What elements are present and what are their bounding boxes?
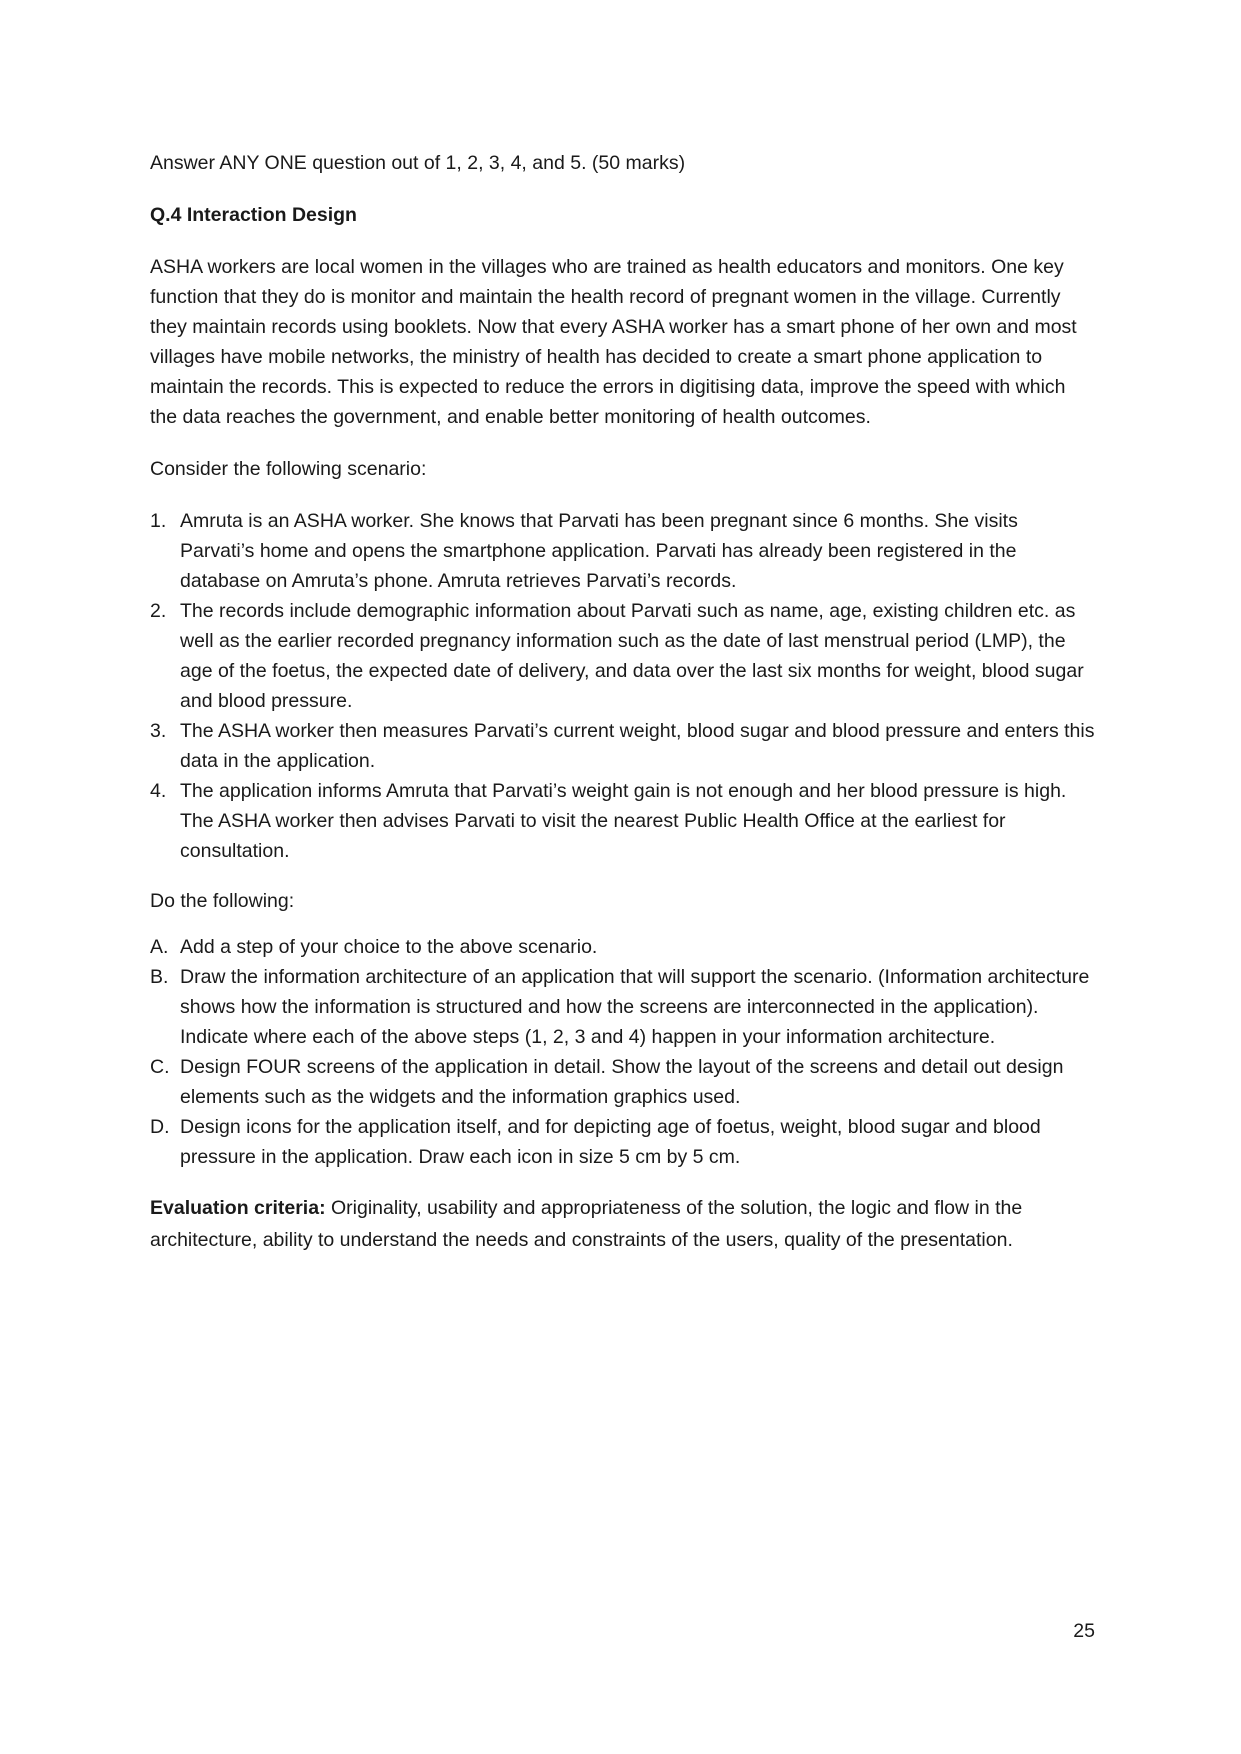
- evaluation-criteria: [150, 1192, 1095, 1256]
- list-marker: A.: [150, 936, 169, 958]
- question-title: Q.4 Interaction Design: [150, 204, 357, 226]
- list-item: [150, 962, 1095, 1052]
- intro-paragraph: ASHA workers are local women in the villages who are trained as health educators and monitors. One key function that they do is monitor and maintain the health record of pregnant women in the village. Currently they maintain records using booklets. Now that every ASHA worker has a smart phone of her own and most villages have mobile networks, the ministry of health has decided to create a smart phone application to maintain the records. This is expected to reduce the errors in digitising data, improve the speed with which the data reaches the government, and enable better monitoring of health outcomes.: [150, 256, 1077, 428]
- tasks-list: [150, 932, 1095, 1172]
- list-item: [150, 506, 1095, 596]
- document-body: [150, 148, 1095, 1256]
- tasks-heading: Do the following:: [150, 890, 295, 912]
- evaluation-text: Originality, usability and appropriateness of the solution, the logic and flow in the architecture, ability to understand the needs and constraints of the users, quality of the presentation.: [150, 1197, 1023, 1251]
- list-item-text: The records include demographic information about Parvati such as name, age, existing children etc. as well as the earlier recorded pregnancy information such as the date of last menstrual period (LMP), the age of the foetus, the expected date of delivery, and data over the last six months for weight, blood sugar and blood pressure.: [180, 600, 1084, 712]
- list-item-text: Draw the information architecture of an application that will support the scenario. (Information architecture shows how the information is structured and how the screens are interconnected in the application). Indicate where each of the above steps (1, 2, 3 and 4) happen in your information architecture.: [180, 966, 1090, 1048]
- list-item: [150, 716, 1095, 776]
- list-item-text: Design icons for the application itself, and for depicting age of foetus, weight, blood sugar and blood pressure in the application. Draw each icon in size 5 cm by 5 cm.: [180, 1116, 1041, 1168]
- list-item-text: Design FOUR screens of the application in detail. Show the layout of the screens and detail out design elements such as the widgets and the information graphics used.: [180, 1056, 1064, 1108]
- list-item: [150, 1112, 1095, 1172]
- list-item: [150, 932, 1095, 962]
- list-item-text: The ASHA worker then measures Parvati’s current weight, blood sugar and blood pressure and enters this data in the application.: [180, 720, 1095, 772]
- list-marker: 3.: [150, 720, 167, 742]
- list-item-text: Add a step of your choice to the above scenario.: [180, 936, 598, 958]
- list-marker: 2.: [150, 600, 167, 622]
- scenario-heading: Consider the following scenario:: [150, 458, 427, 480]
- page-number: 25: [1073, 1620, 1095, 1642]
- list-item: [150, 776, 1095, 866]
- evaluation-label: Evaluation criteria:: [150, 1197, 326, 1219]
- list-marker: 4.: [150, 780, 167, 802]
- list-marker: 1.: [150, 510, 167, 532]
- scenario-steps-list: [150, 506, 1095, 866]
- list-marker: D.: [150, 1116, 170, 1138]
- list-item-text: The application informs Amruta that Parvati’s weight gain is not enough and her blood pressure is high. The ASHA worker then advises Parvati to visit the nearest Public Health Office at the earliest for consultation.: [180, 780, 1067, 862]
- list-item: [150, 596, 1095, 716]
- list-marker: C.: [150, 1056, 170, 1078]
- list-item: [150, 1052, 1095, 1112]
- instruction-line: Answer ANY ONE question out of 1, 2, 3, 4, and 5. (50 marks): [150, 152, 686, 174]
- list-marker: B.: [150, 966, 169, 988]
- list-item-text: Amruta is an ASHA worker. She knows that Parvati has been pregnant since 6 months. She visits Parvati’s home and opens the smartphone application. Parvati has already been registered in the database on Amruta’s phone. Amruta retrieves Parvati’s records.: [180, 510, 1018, 592]
